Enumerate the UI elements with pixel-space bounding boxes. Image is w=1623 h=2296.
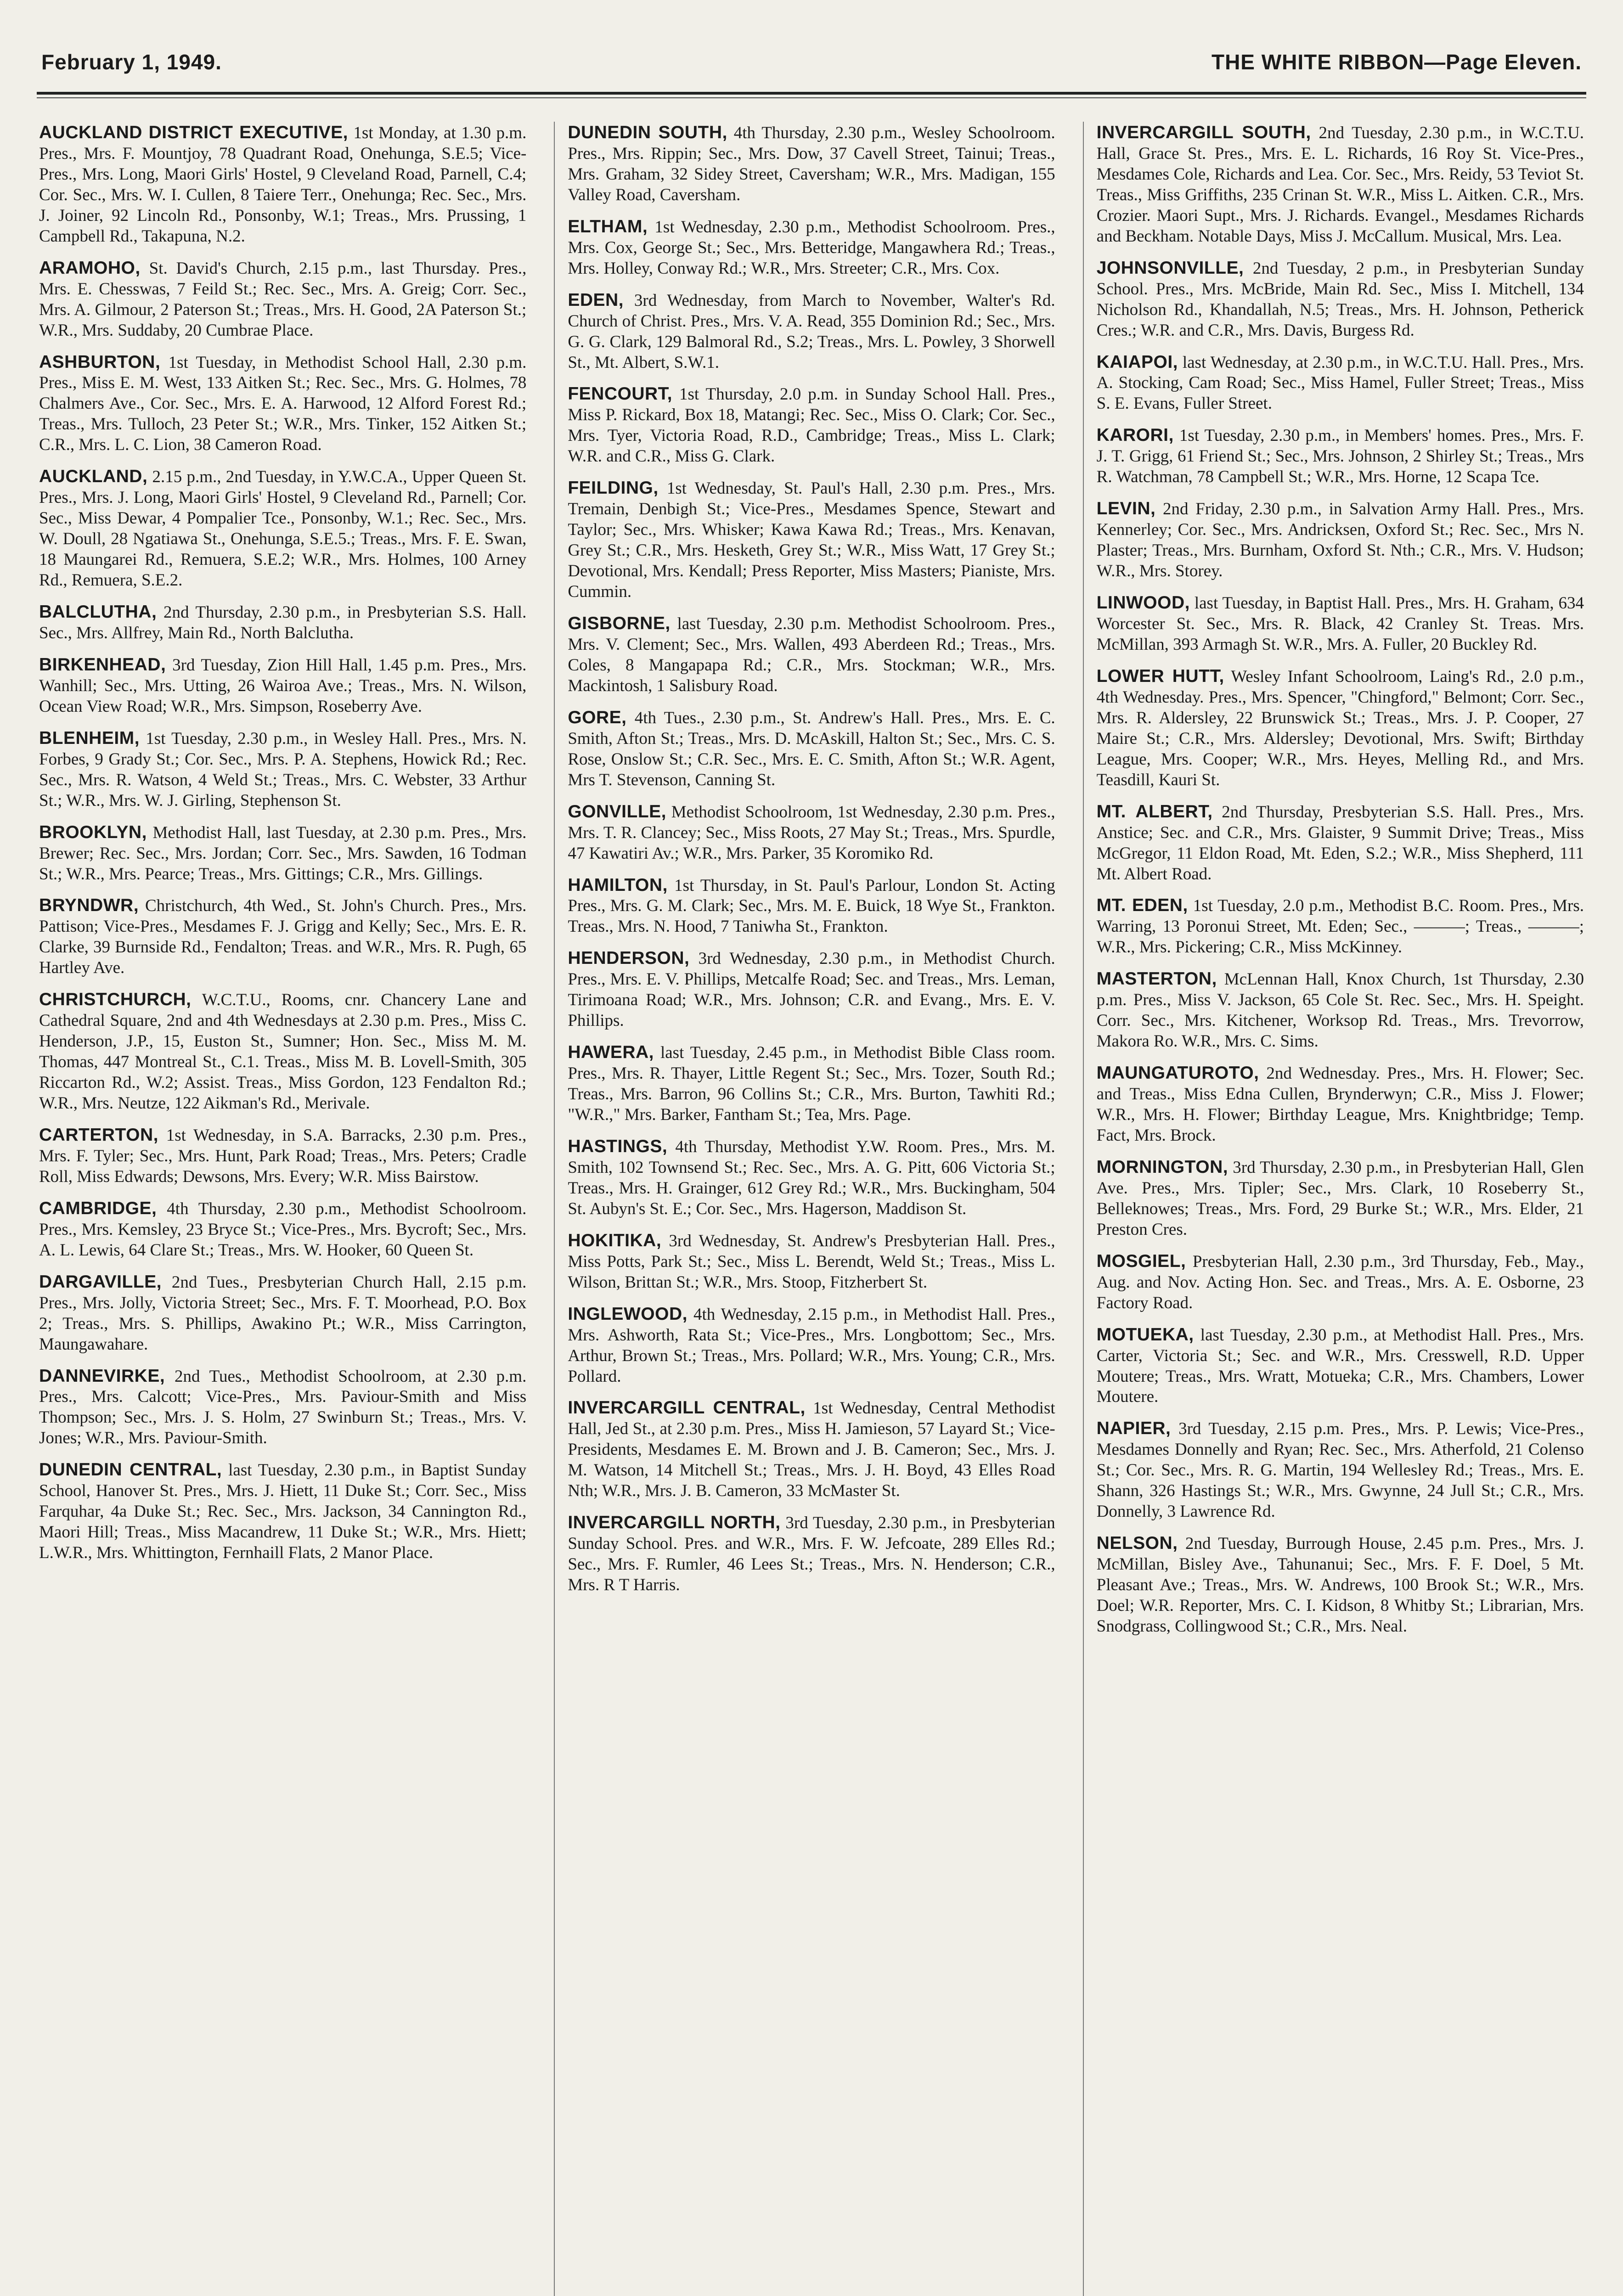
branch-details: 3rd Tuesday, 2.15 p.m. Pres., Mrs. P. Lewis; Vice-Pres., Mesdames Donnelly and Ryan; Rec. Sec., Mrs. Atherfold, 21 Colenso St.; Cor. Sec., Mrs. R. G. Martin, 194 Wellesley Rd.; Treas., Mrs. E. Shann, 326 Hastings St.; W.R., Mrs. Gwynne, 24 Jull St.; C.R., Mrs. Donnelly, 3 Lawrence Rd. bbox=[1096, 1419, 1584, 1521]
branch-entry bbox=[568, 477, 1055, 602]
branch-entry bbox=[39, 1459, 526, 1564]
branch-details: last Tuesday, 2.30 p.m. Methodist Schoolroom. Pres., Mrs. V. Clement; Sec., Mrs. Wallen, 493 Aberdeen Rd.; Treas., Mrs. Coles, 8 Mangapapa Rd.; C.R., Mrs. Stockman; W.R., Mrs. Mackintosh, 1 Salisbury Road. bbox=[568, 614, 1055, 695]
branch-entry bbox=[39, 1124, 526, 1187]
branch-name: LINWOOD, bbox=[1096, 593, 1190, 613]
branch-name: GISBORNE, bbox=[568, 613, 671, 634]
branch-name: JOHNSONVILLE, bbox=[1096, 258, 1244, 278]
branch-entry bbox=[39, 122, 526, 247]
column-2 bbox=[554, 122, 1055, 2296]
branch-entry bbox=[39, 822, 526, 885]
branch-entry bbox=[568, 289, 1055, 373]
branch-entry bbox=[568, 874, 1055, 938]
branch-name: BRYNDWR, bbox=[39, 895, 139, 916]
branch-name: AUCKLAND DISTRICT EXECUTIVE, bbox=[39, 123, 348, 142]
branch-entry bbox=[1097, 498, 1584, 582]
branch-details: last Wednesday, at 2.30 p.m., in W.C.T.U. Hall. Pres., Mrs. A. Stocking, Cam Road; Sec., Miss Hamel, Fuller Street; Treas., Miss S. E. Evans, Fuller Street. bbox=[1096, 353, 1584, 413]
branch-entry bbox=[1097, 424, 1584, 488]
branch-details: 2nd Friday, 2.30 p.m., in Salvation Army Hall. Pres., Mrs. Kennerley; Cor. Sec., Mrs. Andricksen, Oxford St.; Rec. Sec., Mrs N. Plaster; Treas., Mrs. Burnham, Oxford St. Nth.; C.R., Mrs. V. Hudson; W.R., Mrs. Storey. bbox=[1096, 500, 1584, 581]
branch-name: DUNEDIN CENTRAL, bbox=[39, 1460, 222, 1480]
branch-entry bbox=[1097, 801, 1584, 885]
branch-entry bbox=[39, 1198, 526, 1261]
branch-name: CAMBRIDGE, bbox=[39, 1198, 157, 1218]
branch-entry bbox=[1097, 592, 1584, 655]
branch-details: St. David's Church, 2.15 p.m., last Thursday. Pres., Mrs. E. Chesswas, 7 Feild St.; Rec. Sec., Mrs. A. Greig; Corr. Sec., Mrs. A. Gilmour, 2 Paterson St.; Treas., Mrs. H. Good, 2A Paterson St.; W.R., Mrs. Suddaby, 20 Cumbrae Place. bbox=[39, 259, 527, 340]
branch-name: HAMILTON, bbox=[568, 875, 668, 895]
branch-details: 1st Thursday, in St. Paul's Parlour, London St. Acting Pres., Mrs. G. M. Clark; Sec., Mrs. M. E. Buick, 18 Wye St., Frankton. Treas., Mrs. N. Hood, 7 Taniwha St., Frankton. bbox=[568, 876, 1055, 936]
branch-details: 2nd Tuesday, 2.30 p.m., in W.C.T.U. Hall, Grace St. Pres., Mrs. E. L. Richards, 16 Roy St. Vice-Pres., Mesdames Cole, Richards and Lea. Cor. Sec., Mrs. Reidy, 53 Teviot St. Treas., Miss Griffiths, 235 Crinan St. W.R., Miss L. Aitken. C.R., Mrs. Crozier. Maori Supt., Mrs. J. Richards. Evangel., Mesdames Richards and Beckham. Notable Days, Miss J. McCallum. Musical, Mrs. Lea. bbox=[1096, 124, 1584, 246]
page-header bbox=[41, 40, 1582, 77]
branch-entry bbox=[568, 1512, 1055, 1596]
branch-name: FEILDING, bbox=[568, 478, 659, 498]
branch-name: HAWERA, bbox=[568, 1042, 654, 1063]
branch-entry bbox=[568, 1397, 1055, 1502]
publication-title: THE WHITE RIBBON—Page Eleven. bbox=[1211, 50, 1582, 74]
branch-details: Presbyterian Hall, 2.30 p.m., 3rd Thursday, Feb., May., Aug. and Nov. Acting Hon. Sec. and Treas., Mrs. A. E. Osborne, 23 Factory Road. bbox=[1096, 1252, 1584, 1312]
branch-details: last Tuesday, 2.45 p.m., in Methodist Bible Class room. Pres., Mrs. R. Thayer, Little Regent St.; Sec., Mrs. Tozer, South Rd.; Treas., Mrs. Barron, 96 Collins St.; C.R., Mrs. Burton, Tawhiti Rd.; "W.R.," Mrs. Barker, Fantham St.; Tea, Mrs. Page. bbox=[568, 1043, 1055, 1125]
directory-columns bbox=[39, 122, 1584, 2296]
branch-details: Methodist Hall, last Tuesday, at 2.30 p.m. Pres., Mrs. Brewer; Rec. Sec., Mrs. Jordan; Corr. Sec., Mrs. Sawden, 16 Todman St.; W.R., Mrs. Pearce; Treas., Mrs. Gittings; C.R., Mrs. Gillings. bbox=[39, 823, 527, 884]
branch-name: NELSON, bbox=[1096, 1533, 1178, 1553]
branch-details: 1st Wednesday, St. Paul's Hall, 2.30 p.m. Pres., Mrs. Tremain, Denbigh St.; Vice-Pres., Mesdames Spence, Stewart and Taylor; Sec., Mrs. Whisker; Kawa Kawa Rd.; Treas., Mrs. Kenavan, Grey St.; C.R., Mrs. Hesketh, Grey St.; W.R., Miss Watt, 17 Grey St.; Devotional, Mrs. Kendall; Press Reporter, Miss Masters; Pianiste, Mrs. Cummin. bbox=[568, 479, 1055, 602]
branch-entry bbox=[39, 466, 526, 591]
branch-name: EDEN, bbox=[568, 290, 624, 310]
branch-name: CARTERTON, bbox=[39, 1125, 158, 1145]
branch-entry bbox=[568, 801, 1055, 864]
branch-details: 2nd Tues., Methodist Schoolroom, at 2.30 p.m. Pres., Mrs. Calcott; Vice-Pres., Mrs. Paviour-Smith and Miss Thompson; Sec., Mrs. J. S. Holm, 27 Swinburn St.; Treas., Mrs. V. Jones; W.R., Mrs. Paviour-Smith. bbox=[39, 1367, 527, 1448]
column-3 bbox=[1083, 122, 1584, 2296]
branch-name: MORNINGTON, bbox=[1096, 1157, 1229, 1177]
branch-details: Methodist Schoolroom, 1st Wednesday, 2.30 p.m. Pres., Mrs. T. R. Clancey; Sec., Miss Roots, 27 May St.; Treas., Mrs. Spurdle, 47 Kawatiri Av.; W.R., Mrs. Parker, 35 Koromiko Rd. bbox=[568, 802, 1055, 863]
branch-details: 1st Thursday, 2.0 p.m. in Sunday School Hall. Pres., Miss P. Rickard, Box 18, Matangi; Rec. Sec., Miss O. Clark; Cor. Sec., Mrs. Tyer, Victoria Road, R.D., Cambridge; Treas., Miss L. Clark; W.R. and C.R., Miss G. Clark. bbox=[568, 385, 1055, 466]
branch-entry bbox=[1097, 122, 1584, 247]
branch-details: 4th Thursday, 2.30 p.m., Wesley Schoolroom. Pres., Mrs. Rippin; Sec., Mrs. Dow, 37 Cavell Street, Tainui; Treas., Mrs. Graham, 32 Sidey Street, Caversham; W.R., Mrs. Madigan, 155 Valley Road, Caversham. bbox=[568, 124, 1055, 204]
branch-details: 1st Tuesday, in Methodist School Hall, 2.30 p.m. Pres., Miss E. M. West, 133 Aitken St.; Rec. Sec., Mrs. G. Holmes, 78 Chalmers Ave., Cor. Sec., Mrs. E. A. Harwood, 12 Alford Forest Rd.; Treas., Mrs. Tulloch, 23 Peter St.; W.R., Mrs. Tinker, 152 Aitken St.; C.R., Mrs. L. C. Lion, 38 Cameron Road. bbox=[39, 353, 527, 455]
branch-name: DANNEVIRKE, bbox=[39, 1366, 165, 1386]
branch-entry bbox=[39, 1365, 526, 1449]
branch-details: last Tuesday, 2.30 p.m., in Baptist Sunday School, Hanover St. Pres., Mrs. J. Hiett, 11 Duke St.; Corr. Sec., Miss Farquhar, 4a Duke St.; Rec. Sec., Mrs. Jackson, 34 Cannington Rd., Maori Hill; Treas., Miss Macandrew, 11 Duke St.; W.R., Mrs. Hiett; L.W.R., Mrs. Whittington, Fernhaill Flats, 2 Manor Place. bbox=[39, 1461, 527, 1563]
branch-entry bbox=[1097, 1532, 1584, 1637]
branch-name: MASTERTON, bbox=[1096, 969, 1217, 989]
branch-entry bbox=[1097, 1324, 1584, 1408]
branch-details: 3rd Tuesday, 2.30 p.m., in Presbyterian Sunday School. Pres. and W.R., Mrs. F. W. Jefcoate, 289 Elles Rd.; Sec., Mrs. F. Rumler, 46 Lees St.; Treas., Mrs. N. Henderson; C.R., Mrs. R T Harris. bbox=[568, 1514, 1055, 1595]
branch-details: 2nd Tues., Presbyterian Church Hall, 2.15 p.m. Pres., Mrs. Jolly, Victoria Street; Sec., Mrs. F. T. Moorhead, P.O. Box 2; Treas., Mrs. S. Phillips, Awakino Pt.; W.R., Miss Carrington, Maungawahare. bbox=[39, 1272, 527, 1354]
branch-name: BLENHEIM, bbox=[39, 728, 140, 748]
branch-name: ASHBURTON, bbox=[39, 352, 161, 372]
branch-entry bbox=[1097, 1418, 1584, 1522]
branch-entry bbox=[1097, 257, 1584, 341]
branch-entry bbox=[1097, 665, 1584, 791]
branch-entry bbox=[568, 122, 1055, 206]
branch-details: 3rd Thursday, 2.30 p.m., in Presbyterian Hall, Glen Ave. Pres., Mrs. Tipler; Sec., Mrs. Clark, 10 Roseberry St., Belleknowes; Treas., Mrs. Ford, 29 Burke St.; W.R., Mrs. Elder, 21 Preston Cres. bbox=[1096, 1158, 1584, 1239]
branch-entry bbox=[568, 216, 1055, 279]
branch-name: HOKITIKA, bbox=[568, 1230, 662, 1250]
branch-name: MOTUEKA, bbox=[1096, 1324, 1194, 1345]
branch-name: BROOKLYN, bbox=[39, 822, 147, 842]
branch-name: INVERCARGILL SOUTH, bbox=[1096, 123, 1311, 142]
branch-name: INVERCARGILL NORTH, bbox=[568, 1513, 781, 1533]
branch-entry bbox=[568, 1136, 1055, 1220]
header-rule-thin bbox=[37, 97, 1586, 98]
branch-details: 4th Thursday, Methodist Y.W. Room. Pres., Mrs. M. Smith, 102 Townsend St.; Rec. Sec., Mrs. A. G. Pitt, 606 Victoria St.; Treas., Mrs. H. Grainger, 612 Grey Rd.; W.R., Mrs. Buckingham, 504 St. Aubyn's St. E.; Cor. Sec., Mrs. Hagerson, Maddison St. bbox=[568, 1137, 1055, 1218]
branch-name: GONVILLE, bbox=[568, 801, 667, 822]
branch-details: 1st Wednesday, 2.30 p.m., Methodist Schoolroom. Pres., Mrs. Cox, George St.; Sec., Mrs. Betteridge, Mangawhera Rd.; Treas., Mrs. Holley, Conway Rd.; W.R., Mrs. Streeter; C.R., Mrs. Cox. bbox=[568, 217, 1055, 278]
branch-details: 4th Wednesday, 2.15 p.m., in Methodist Hall. Pres., Mrs. Ashworth, Rata St.; Vice-Pres., Mrs. Longbottom; Sec., Mrs. Arthur, Brown St.; Treas., Mrs. Pollard; W.R., Mrs. Young; C.R., Mrs. Pollard. bbox=[568, 1305, 1055, 1386]
branch-name: BALCLUTHA, bbox=[39, 602, 157, 622]
branch-name: ARAMOHO, bbox=[39, 258, 141, 278]
branch-details: last Tuesday, in Baptist Hall. Pres., Mrs. H. Graham, 634 Worcester St. Sec., Mrs. R. Black, 42 Cranley St. Treas. Mrs. McMillan, 393 Armagh St. W.R., Mrs. A. Fuller, 20 Buckley Rd. bbox=[1096, 594, 1584, 654]
branch-entry bbox=[39, 989, 526, 1114]
branch-details: 3rd Wednesday, St. Andrew's Presbyterian Hall. Pres., Miss Potts, Park St.; Sec., Miss L. Berendt, Weld St.; Treas., Miss L. Wilson, Brittan St.; W.R., Mrs. Stoop, Fitzherbert St. bbox=[568, 1231, 1055, 1292]
branch-details: 3rd Tuesday, Zion Hill Hall, 1.45 p.m. Pres., Mrs. Wanhill; Sec., Mrs. Utting, 26 Wairoa Ave.; Treas., Mrs. N. Wilson, Ocean View Road; W.R., Mrs. Simpson, Roseberry Ave. bbox=[39, 655, 527, 716]
branch-entry bbox=[1097, 351, 1584, 415]
branch-name: INGLEWOOD, bbox=[568, 1304, 688, 1324]
branch-entry bbox=[1097, 968, 1584, 1052]
branch-details: McLennan Hall, Knox Church, 1st Thursday, 2.30 p.m. Pres., Miss V. Jackson, 65 Cole St. Rec. Sec., Mrs. H. Speight. Corr. Sec., Mrs. Kitchener, Worksop Rd. Treas., Mrs. Trevorrow, Makora Ro. W.R., Mrs. C. Sims. bbox=[1096, 970, 1584, 1051]
branch-details: 3rd Wednesday, 2.30 p.m., in Methodist Church. Pres., Mrs. E. V. Phillips, Metcalfe Road; Sec. and Treas., Mrs. Leman, Tirimoana Road; W.R., Mrs. Johnson; C.R. and Evang., Mrs. E. V. Phillips. bbox=[568, 949, 1055, 1030]
branch-entry bbox=[1097, 1156, 1584, 1240]
branch-name: DUNEDIN SOUTH, bbox=[568, 123, 727, 142]
branch-name: HASTINGS, bbox=[568, 1136, 668, 1156]
branch-name: DARGAVILLE, bbox=[39, 1272, 162, 1292]
branch-name: HENDERSON, bbox=[568, 948, 690, 968]
branch-entry bbox=[1097, 895, 1584, 958]
branch-details: 2.15 p.m., 2nd Tuesday, in Y.W.C.A., Upper Queen St. Pres., Mrs. J. Long, Maori Girls' Hostel, 9 Cleveland Rd., Parnell; Cor. Sec., Miss Dewar, 4 Pompalier Tce., Ponsonby, W.1.; Rec. Sec., Mrs. W. Doull, 28 Ngatiawa St., Onehunga, S.E.5.; Treas., Mrs. F. E. Swan, 18 Maungarei Rd., Remuera, S.E.2; W.R., Mrs. Holmes, 100 Arney Rd., Remuera, S.E.2. bbox=[39, 467, 527, 590]
branch-entry bbox=[39, 257, 526, 341]
branch-name: LEVIN, bbox=[1096, 499, 1156, 519]
branch-details: 1st Tuesday, 2.30 p.m., in Wesley Hall. Pres., Mrs. N. Forbes, 9 Grady St.; Cor. Sec., Mrs. P. A. Stephens, Howick Rd.; Rec. Sec., Mrs. R. Watson, 4 Weld St.; Treas., Mrs. C. Webster, 33 Arthur St.; W.R., Mrs. W. J. Girling, Stephenson St. bbox=[39, 729, 527, 810]
branch-name: MAUNGATUROTO, bbox=[1096, 1063, 1259, 1083]
branch-details: 2nd Thursday, 2.30 p.m., in Presbyterian S.S. Hall. Sec., Mrs. Allfrey, Main Rd., North Balclutha. bbox=[39, 603, 527, 642]
branch-details: 4th Thursday, 2.30 p.m., Methodist Schoolroom. Pres., Mrs. Kemsley, 23 Bryce St.; Vice-Pres., Mrs. Bycroft; Sec., Mrs. A. L. Lewis, 64 Clare St.; Treas., Mrs. W. Hooker, 60 Queen St. bbox=[39, 1199, 527, 1260]
branch-name: KARORI, bbox=[1096, 425, 1174, 445]
branch-entry bbox=[39, 1271, 526, 1355]
branch-name: CHRISTCHURCH, bbox=[39, 990, 192, 1010]
branch-entry bbox=[39, 727, 526, 811]
branch-name: MOSGIEL, bbox=[1096, 1251, 1186, 1271]
branch-details: 1st Wednesday, Central Methodist Hall, Jed St., at 2.30 p.m. Pres., Miss H. Jamieson, 57 Layard St.; Vice-Presidents, Mesdames E. M. Brown and J. B. Cameron; Sec., Mrs. J. M. Watson, 14 Mitchell St.; Treas., Mrs. J. H. Boyd, 43 Elles Road Nth; W.R., Mrs. J. B. Cameron, 33 McMaster St. bbox=[568, 1399, 1055, 1501]
branch-name: AUCKLAND, bbox=[39, 467, 148, 487]
branch-entry bbox=[568, 1303, 1055, 1387]
branch-name: INVERCARGILL CENTRAL, bbox=[568, 1398, 806, 1418]
header-rule bbox=[37, 92, 1586, 95]
column-1 bbox=[39, 122, 526, 2296]
branch-entry bbox=[1097, 1062, 1584, 1146]
branch-details: Christchurch, 4th Wed., St. John's Church. Pres., Mrs. Pattison; Vice-Pres., Mesdames F. J. Grigg and Kelly; Sec., Mrs. E. R. Clarke, 39 Burnside Rd., Fendalton; Treas. and W.R., Mrs. R. Pugh, 65 Hartley Ave. bbox=[39, 896, 527, 978]
branch-details: 4th Tues., 2.30 p.m., St. Andrew's Hall. Pres., Mrs. E. C. Smith, Afton St.; Treas., Mrs. D. McAskill, Halton St.; Sec., Mrs. C. S. Rose, Onslow St.; C.R. Sec., Mrs. E. C. Smith, Afton St.; W.R. Agent, Mrs T. Stevenson, Canning St. bbox=[568, 708, 1055, 789]
branch-details: 2nd Thursday, Presbyterian S.S. Hall. Pres., Mrs. Anstice; Sec. and C.R., Mrs. Glaister, 9 Summit Drive; Treas., Miss McGregor, 11 Eldon Road, Mt. Eden, S.2.; W.R., Miss Shepherd, 111 Mt. Albert Road. bbox=[1096, 802, 1584, 884]
branch-entry bbox=[39, 895, 526, 979]
branch-entry bbox=[568, 613, 1055, 697]
branch-details: last Tuesday, 2.30 p.m., at Methodist Hall. Pres., Mrs. Carter, Victoria St.; Sec. and W.R., Mrs. Cresswell, R.D. Upper Moutere; Treas., Mrs. Wratt, Motueka; C.R., Mrs. Chambers, Lower Moutere. bbox=[1096, 1325, 1584, 1407]
issue-date: February 1, 1949. bbox=[41, 50, 222, 74]
branch-details: 2nd Tuesday, 2 p.m., in Presbyterian Sunday School. Pres., Mrs. McBride, Main Rd. Sec., Miss I. Mitchell, 134 Nicholson Rd., Khandallah, N.5; Treas., Mrs. H. Johnson, Petherick Cres.; W.R. and C.R., Mrs. Davis, Burgess Rd. bbox=[1096, 259, 1584, 340]
branch-details: 1st Wednesday, in S.A. Barracks, 2.30 p.m. Pres., Mrs. F. Tyler; Sec., Mrs. Hunt, Park Road; Treas., Mrs. Peters; Cradle Roll, Miss Edwards; Dewsons, Mrs. Every; W.R. Miss Bairstow. bbox=[39, 1125, 527, 1186]
branch-name: KAIAPOI, bbox=[1096, 352, 1178, 372]
branch-name: LOWER HUTT, bbox=[1096, 666, 1224, 686]
branch-name: ELTHAM, bbox=[568, 216, 648, 236]
branch-name: GORE, bbox=[568, 707, 627, 727]
branch-name: FENCOURT, bbox=[568, 384, 672, 404]
branch-entry bbox=[39, 601, 526, 644]
branch-details: 1st Monday, at 1.30 p.m. Pres., Mrs. F. Mountjoy, 78 Quadrant Road, Onehunga, S.E.5; Vice-Pres., Mrs. Long, Maori Girls' Hostel, 9 Cleveland Road, Parnell, C.4; Cor. Sec., Mrs. W. I. Cullen, 8 Taiere Terr., Onehunga; Rec. Sec., Mrs. J. Joiner, 92 Lincoln Rd., Ponsonby, W.1; Treas., Mrs. Prussing, 1 Campbell Rd., Takapuna, N.2. bbox=[39, 124, 527, 246]
branch-entry bbox=[568, 947, 1055, 1031]
branch-entry bbox=[39, 351, 526, 456]
branch-details: W.C.T.U., Rooms, cnr. Chancery Lane and Cathedral Square, 2nd and 4th Wednesdays at 2.30 p.m. Pres., Miss C. Henderson, J.P., 15, Euston St., Sumner; Hon. Sec., Miss M. M. Thomas, 447 Montreal St., C.1. Treas., Miss M. B. Lovell-Smith, 305 Riccarton Rd., W.2; Assist. Treas., Miss Gordon, 123 Fendalton Rd.; W.R., Mrs. Neutze, 122 Aikman's Rd., Merivale. bbox=[39, 990, 527, 1113]
branch-name: BIRKENHEAD, bbox=[39, 654, 166, 675]
branch-details: 1st Tuesday, 2.0 p.m., Methodist B.C. Room. Pres., Mrs. Warring, 13 Poronui Street, Mt. Eden; Sec., ———; Treas., ———; W.R., Mrs. Pickering; C.R., Miss McKinney. bbox=[1096, 896, 1584, 957]
branch-entry bbox=[39, 654, 526, 717]
branch-details: 2nd Wednesday. Pres., Mrs. H. Flower; Sec. and Treas., Miss Edna Cullen, Brynderwyn; C.R., Miss J. Flower; W.R., Mrs. H. Flower; Birthday League, Mrs. Knightbridge; Temp. Fact, Mrs. Brock. bbox=[1096, 1064, 1584, 1145]
branch-name: MT. ALBERT, bbox=[1096, 801, 1213, 822]
branch-name: NAPIER, bbox=[1096, 1418, 1171, 1439]
branch-details: 2nd Tuesday, Burrough House, 2.45 p.m. Pres., Mrs. J. McMillan, Bisley Ave., Tahunanui; Sec., Mrs. F. F. Doel, 5 Mt. Pleasant Ave.; Treas., Mrs. W. Andrews, 100 Brook St.; W.R., Mrs. Doel; W.R. Reporter, Mrs. C. I. Kidson, 8 Whitby St.; Librarian, Mrs. Snodgrass, Collingwood St.; C.R., Mrs. Neal. bbox=[1096, 1534, 1584, 1636]
branch-entry bbox=[1097, 1250, 1584, 1314]
branch-entry bbox=[568, 1230, 1055, 1293]
branch-details: 3rd Wednesday, from March to November, Walter's Rd. Church of Christ. Pres., Mrs. V. A. Read, 355 Dominion Rd.; Sec., Mrs. G. G. Clark, 129 Balmoral Rd., S.2; Treas., Mrs. L. Powley, 3 Shorwell St., Mt. Albert, S.W.1. bbox=[568, 291, 1055, 372]
branch-entry bbox=[568, 383, 1055, 467]
branch-details: 1st Tuesday, 2.30 p.m., in Members' homes. Pres., Mrs. F. J. T. Grigg, 61 Friend St.; Sec., Mrs. Johnson, 2 Shirley St.; Treas., Mrs R. Watchman, 78 Campbell St.; W.R., Mrs. Horne, 12 Scapa Tce. bbox=[1096, 426, 1584, 487]
branch-details: Wesley Infant Schoolroom, Laing's Rd., 2.0 p.m., 4th Wednesday. Pres., Mrs. Spencer, "Chingford," Belmont; Corr. Sec., Mrs. R. Aldersley, 22 Brunswick St.; Treas., Mrs. J. P. Cooper, 27 Maire St.; C.R., Mrs. Aldersley; Devotional, Mrs. Swift; Birthday League, Mrs. Cooper; W.R., Mrs. Heyes, Melling Rd., and Mrs. Teasdill, Kauri St. bbox=[1096, 667, 1584, 789]
branch-entry bbox=[568, 1041, 1055, 1125]
branch-name: MT. EDEN, bbox=[1096, 895, 1188, 916]
branch-entry bbox=[568, 707, 1055, 791]
